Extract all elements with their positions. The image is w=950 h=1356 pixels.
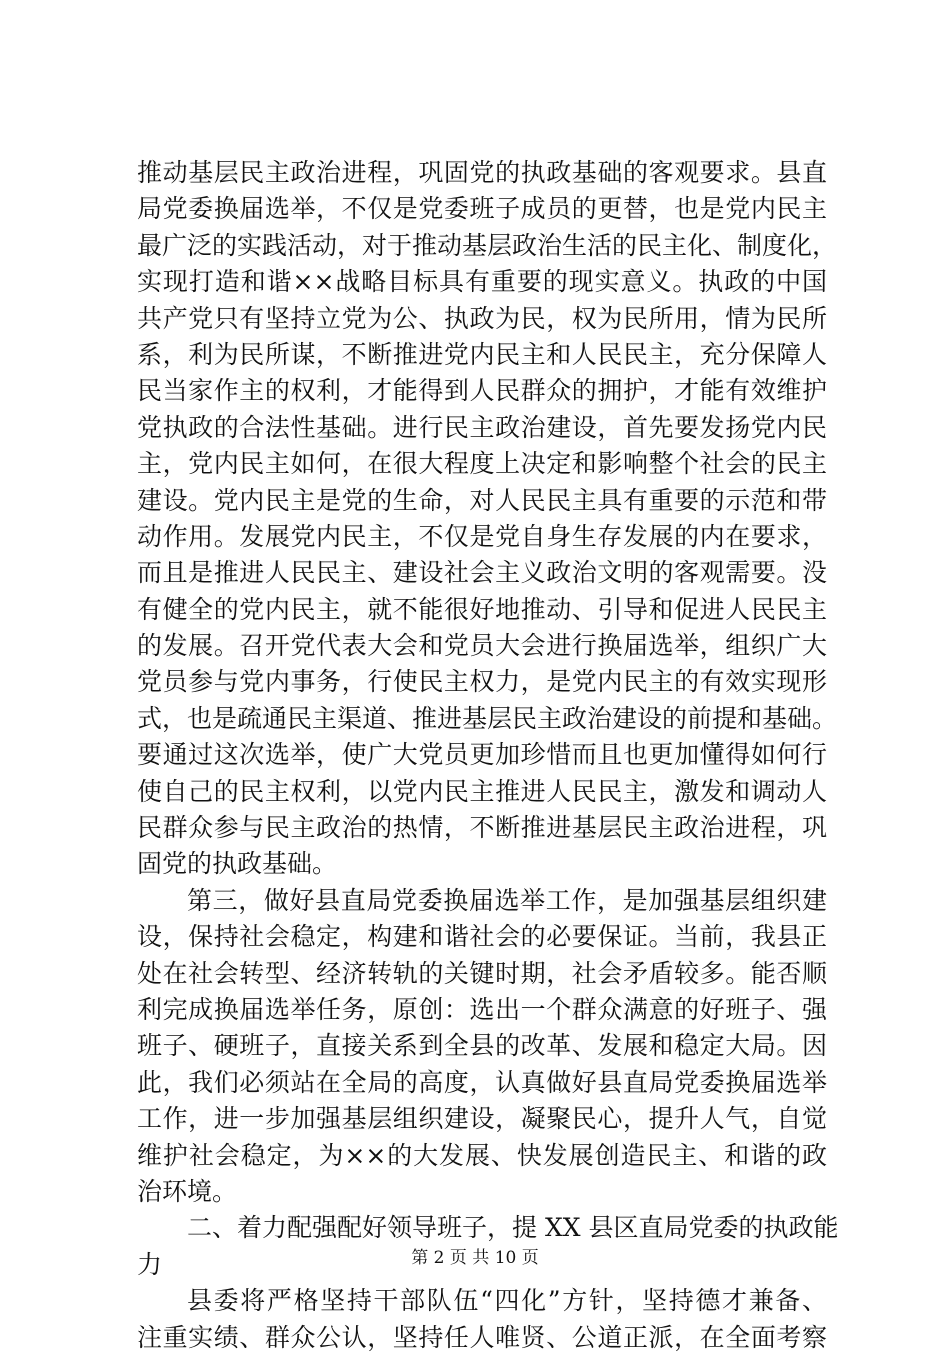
text-line: 民当家作主的权利，才能得到人民群众的拥护，才能有效维护 bbox=[137, 376, 827, 406]
text-line: 此，我们必须站在全局的高度，认真做好县直局党委换届选举 bbox=[137, 1067, 827, 1097]
text-line: 主，党内民主如何，在很大程度上决定和影响整个社会的民主 bbox=[137, 449, 827, 479]
section-heading: 二、着力配强配好领导班子，提 XX 县区直局党委的执政能 bbox=[187, 1213, 839, 1243]
text-line: 有健全的党内民主，就不能很好地推动、引导和促进人民民主 bbox=[137, 594, 827, 624]
text-line: 工作，进一步加强基层组织建设，凝聚民心，提升人气，自觉 bbox=[137, 1104, 827, 1134]
text-line: 维护社会稳定，为××的大发展、快发展创造民主、和谐的政 bbox=[137, 1140, 827, 1170]
text-line: 的发展。召开党代表大会和党员大会进行换届选举，组织广大 bbox=[137, 631, 827, 661]
text-line: 使自己的民主权利，以党内民主推进人民民主，激发和调动人 bbox=[137, 776, 827, 806]
text-line: 注重实绩、群众公认，坚持任人唯贤、公道正派，在全面考察 bbox=[137, 1322, 827, 1352]
text-line: 系，利为民所谋，不断推进党内民主和人民民主，充分保障人 bbox=[137, 339, 827, 369]
text-line: 县委将严格坚持干部队伍“四化”方针，坚持德才兼备、 bbox=[187, 1286, 827, 1316]
text-line: 建设。党内民主是党的生命，对人民民主具有重要的示范和带 bbox=[137, 485, 827, 515]
text-line: 设，保持社会稳定，构建和谐社会的必要保证。当前，我县正 bbox=[137, 922, 827, 952]
text-line: 党执政的合法性基础。进行民主政治建设，首先要发扬党内民 bbox=[137, 412, 827, 442]
text-line: 要通过这次选举，使广大党员更加珍惜而且也更加懂得如何行 bbox=[137, 740, 827, 770]
text-line: 处在社会转型、经济转轨的关键时期，社会矛盾较多。能否顺 bbox=[137, 958, 827, 988]
text-line: 式，也是疏通民主渠道、推进基层民主政治建设的前提和基础。 bbox=[137, 703, 838, 733]
section-heading-continued: 力 bbox=[137, 1249, 163, 1279]
text-line: 党员参与党内事务，行使民主权力，是党内民主的有效实现形 bbox=[137, 667, 827, 697]
text-line: 局党委换届选举，不仅是党委班子成员的更替，也是党内民主 bbox=[137, 194, 827, 224]
text-line: 最广泛的实践活动，对于推动基层政治生活的民主化、制度化， bbox=[137, 230, 838, 260]
text-line: 第三，做好县直局党委换届选举工作，是加强基层组织建 bbox=[187, 885, 827, 915]
text-line: 推动基层民主政治进程，巩固党的执政基础的客观要求。县直 bbox=[137, 158, 827, 187]
text-line: 固党的执政基础。 bbox=[137, 849, 338, 879]
text-line: 而且是推进人民民主、建设社会主义政治文明的客观需要。没 bbox=[137, 558, 827, 588]
text-line: 民群众参与民主政治的热情，不断推进基层民主政治进程，巩 bbox=[137, 813, 827, 843]
text-line: 共产党只有坚持立党为公、执政为民，权为民所用，情为民所 bbox=[137, 303, 827, 333]
text-line: 动作用。发展党内民主，不仅是党自身生存发展的内在要求， bbox=[137, 521, 827, 551]
text-line: 实现打造和谐××战略目标具有重要的现实意义。执政的中国 bbox=[137, 267, 827, 297]
text-line: 治环境。 bbox=[137, 1176, 238, 1206]
body-text bbox=[137, 155, 839, 1356]
text-line: 班子、硬班子，直接关系到全县的改革、发展和稳定大局。因 bbox=[137, 1031, 827, 1061]
text-line: 利完成换届选举任务，原创：选出一个群众满意的好班子、强 bbox=[137, 994, 827, 1024]
page-footer: 第 2 页 共 10 页 bbox=[411, 1248, 539, 1268]
